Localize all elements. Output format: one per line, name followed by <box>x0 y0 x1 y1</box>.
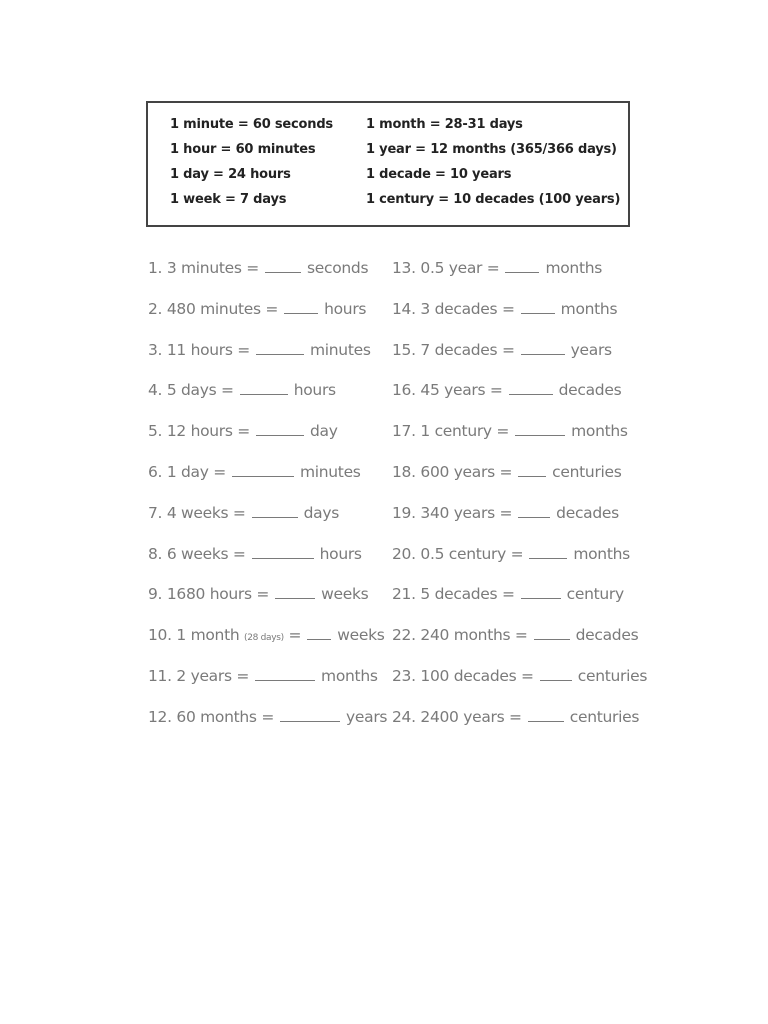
answer-blank[interactable] <box>521 586 561 599</box>
reference-line: 1 year = 12 months (365/366 days) <box>366 142 617 157</box>
problem-prompt: 1. 3 minutes = <box>148 259 259 277</box>
problem-prompt: 24. 2400 years = <box>392 707 522 726</box>
reference-line: 1 week = 7 days <box>170 192 287 207</box>
problem-item <box>392 381 647 422</box>
problem-prompt: 18. 600 years = <box>392 462 513 481</box>
problem-item <box>148 300 387 341</box>
problem-prompt: 17. 1 century = <box>392 422 510 441</box>
problem-item <box>148 463 387 504</box>
problem-prompt: 13. 0.5 year = <box>392 259 500 277</box>
problem-unit: decades <box>575 626 639 645</box>
problem-unit: hours <box>293 381 336 400</box>
problem-prompt: 22. 240 months = <box>392 626 528 645</box>
answer-blank[interactable] <box>232 464 294 477</box>
problem-prompt: 4. 5 days = <box>148 381 234 400</box>
problem-prompt: 7. 4 weeks = <box>148 503 246 522</box>
answer-blank[interactable] <box>518 464 546 477</box>
problem-prompt: 5. 12 hours = <box>148 422 250 441</box>
answer-blank[interactable] <box>280 709 340 722</box>
problem-unit: years <box>346 707 388 726</box>
answer-blank[interactable] <box>265 260 301 273</box>
problem-prompt: 3. 11 hours = <box>148 340 250 359</box>
problem-item <box>392 585 647 626</box>
problem-prompt: 2. 480 minutes = <box>148 299 279 318</box>
problem-item <box>392 626 647 667</box>
problem-item <box>148 667 387 708</box>
answer-blank[interactable] <box>534 627 570 640</box>
problem-prompt: 11. 2 years = <box>148 666 250 685</box>
reference-line: 1 decade = 10 years <box>366 167 512 182</box>
problem-unit: months <box>571 422 628 441</box>
problem-unit: decades <box>556 503 619 522</box>
problem-item <box>148 708 387 749</box>
problem-item <box>148 422 387 463</box>
problem-item <box>392 341 647 382</box>
answer-blank[interactable] <box>521 301 555 314</box>
reference-line: 1 hour = 60 minutes <box>170 142 316 157</box>
problem-unit: century <box>566 585 624 604</box>
problem-unit: hours <box>324 299 367 318</box>
reference-line: 1 minute = 60 seconds <box>170 117 333 132</box>
problem-unit: minutes <box>299 462 361 481</box>
answer-blank[interactable] <box>509 382 553 395</box>
problem-unit: months <box>321 666 378 685</box>
problem-unit: day <box>309 422 338 441</box>
answer-blank[interactable] <box>528 709 564 722</box>
problem-item <box>392 300 647 341</box>
problem-unit: centuries <box>569 707 640 726</box>
answer-blank[interactable] <box>518 505 550 518</box>
problem-column-right <box>392 259 647 749</box>
problem-column-left <box>148 259 387 749</box>
problem-item <box>392 667 647 708</box>
problem-unit: months <box>560 299 618 318</box>
answer-blank[interactable] <box>521 342 565 355</box>
answer-blank[interactable] <box>240 382 288 395</box>
problem-item <box>392 259 647 300</box>
answer-blank[interactable] <box>252 546 314 559</box>
problem-unit: months <box>545 259 603 277</box>
problem-prompt: 21. 5 decades = <box>392 585 515 604</box>
problem-item <box>148 545 387 586</box>
problem-unit: minutes <box>309 340 371 359</box>
problem-unit: months <box>573 544 630 563</box>
answer-blank[interactable] <box>540 668 572 681</box>
problem-item <box>392 545 647 586</box>
reference-line: 1 day = 24 hours <box>170 167 291 182</box>
problem-prompt: 10. 1 month <box>148 626 240 645</box>
answer-blank[interactable] <box>255 668 315 681</box>
problem-item <box>148 504 387 545</box>
problem-prompt: 14. 3 decades = <box>392 299 515 318</box>
problem-item <box>148 381 387 422</box>
problem-prompt: 15. 7 decades = <box>392 340 515 359</box>
problem-item <box>392 463 647 504</box>
problem-prompt: = <box>288 626 302 645</box>
problem-unit: weeks <box>337 626 385 645</box>
answer-blank[interactable] <box>284 301 318 314</box>
problem-unit: years <box>570 340 612 359</box>
conversion-reference-box <box>146 101 630 227</box>
answer-blank[interactable] <box>529 546 567 559</box>
problem-item <box>148 626 387 667</box>
answer-blank[interactable] <box>307 627 331 640</box>
problem-unit: seconds <box>306 259 369 277</box>
problem-prompt: 20. 0.5 century = <box>392 544 524 563</box>
problem-item <box>148 259 387 300</box>
problem-note: (28 days) <box>244 633 284 644</box>
answer-blank[interactable] <box>275 586 315 599</box>
answer-blank[interactable] <box>515 423 565 436</box>
answer-blank[interactable] <box>256 342 304 355</box>
problem-item <box>392 504 647 545</box>
problem-prompt: 9. 1680 hours = <box>148 585 270 604</box>
problem-unit: centuries <box>552 462 622 481</box>
problem-unit: hours <box>319 544 362 563</box>
problem-unit: decades <box>558 381 622 400</box>
problem-prompt: 19. 340 years = <box>392 503 513 522</box>
problem-item <box>392 708 647 749</box>
problem-unit: centuries <box>577 666 648 685</box>
problem-prompt: 23. 100 decades = <box>392 666 534 685</box>
problem-item <box>148 341 387 382</box>
problem-item <box>392 422 647 463</box>
problem-item <box>148 585 387 626</box>
reference-column-left <box>170 117 333 217</box>
problem-prompt: 16. 45 years = <box>392 381 503 400</box>
reference-column-right <box>366 117 620 217</box>
answer-blank[interactable] <box>505 260 539 273</box>
reference-line: 1 month = 28-31 days <box>366 117 523 132</box>
answer-blank[interactable] <box>252 505 298 518</box>
problem-prompt: 12. 60 months = <box>148 707 275 726</box>
problem-prompt: 8. 6 weeks = <box>148 544 246 563</box>
answer-blank[interactable] <box>256 423 304 436</box>
problem-unit: weeks <box>321 585 369 604</box>
reference-line: 1 century = 10 decades (100 years) <box>366 192 621 207</box>
problem-unit: days <box>303 503 340 522</box>
problem-prompt: 6. 1 day = <box>148 462 226 481</box>
